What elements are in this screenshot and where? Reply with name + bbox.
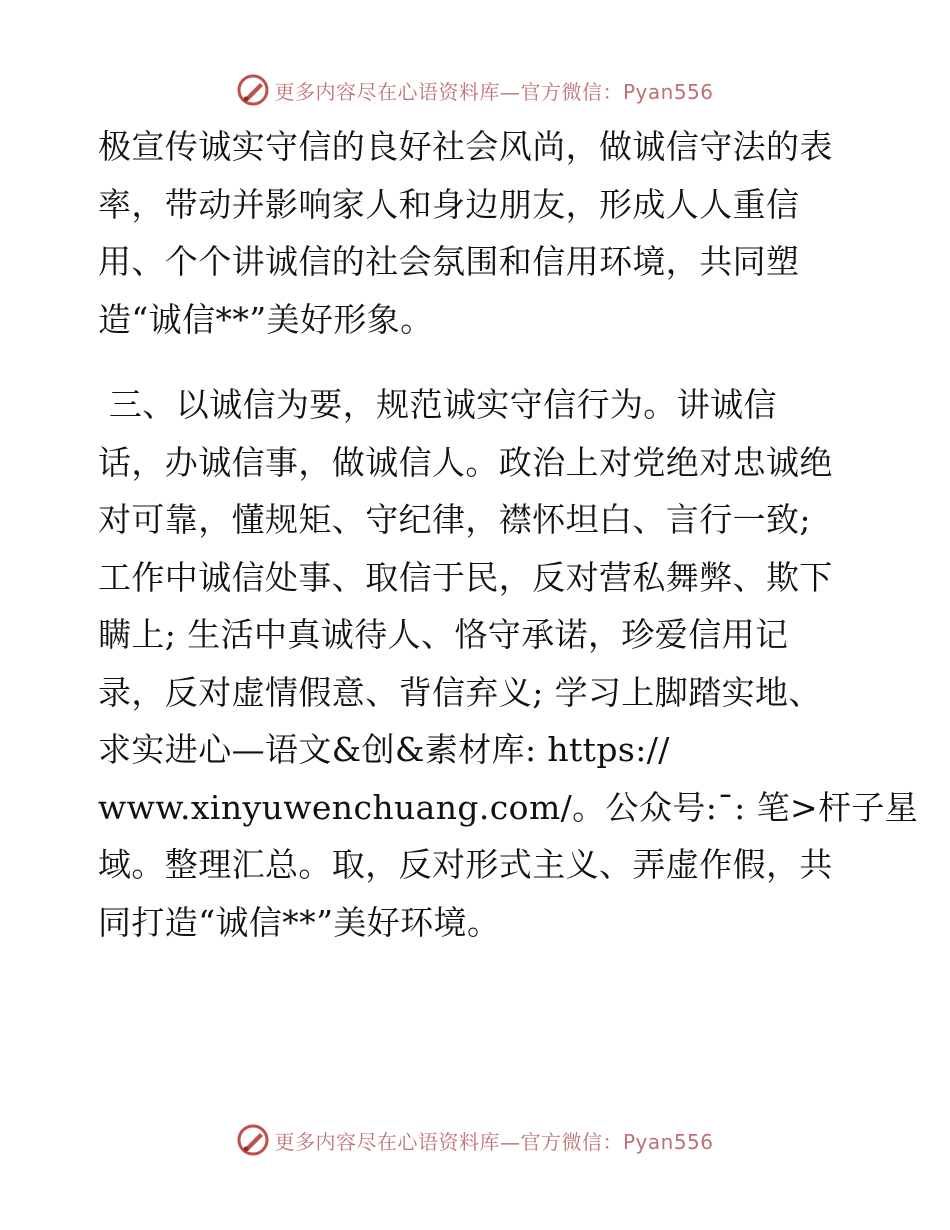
pen-seal-icon [236, 73, 270, 107]
text-line: 瞒上; 生活中真诚待人、恪守承诺，珍爱信用记 [98, 615, 789, 654]
header-wechat-id: Pyan556 [622, 79, 714, 104]
pen-seal-icon [236, 1123, 270, 1157]
footer-wechat-id: Pyan556 [622, 1129, 714, 1154]
footer-slogan: 更多内容尽在心语资料库 [274, 1129, 500, 1154]
document-body [98, 118, 919, 951]
text-line: 造“诚信**”美好形象。 [98, 299, 434, 339]
text-line: www.xinyuwenchuang.com/。公众号:¯: 笔>杆子星 [98, 787, 919, 827]
paragraph-1 [98, 118, 858, 348]
text-line: 求实进心—语文&创&素材库: https:// [98, 730, 670, 769]
footer-banner [0, 1120, 950, 1160]
text-line: 对可靠，懂规矩、守纪律，襟怀坦白、言行一致; [98, 500, 811, 539]
text-line: 工作中诚信处事、取信于民，反对营私舞弊、欺下 [98, 557, 833, 597]
header-slogan-line [274, 76, 713, 105]
text-line: 域。整理汇总。取，反对形式主义、弄虚作假，共 [98, 845, 833, 884]
footer-separator: — [499, 1129, 521, 1154]
footer-slogan-line [274, 1126, 713, 1155]
header-banner [0, 70, 950, 110]
text-line: 极宣传诚实守信的良好社会风尚，做诚信守法的表 [98, 127, 833, 166]
header-slogan: 更多内容尽在心语资料库 [274, 79, 500, 104]
text-line: 三、以诚信为要，规范诚实守信行为。讲诚信 [98, 385, 777, 424]
text-line: 用、个个讲诚信的社会氛围和信用环境，共同塑 [98, 242, 800, 281]
text-line: 同打造“诚信**”美好环境。 [98, 902, 501, 942]
text-line: 率，带动并影响家人和身边朋友，形成人人重信 [98, 184, 800, 224]
header-wechat-label: 官方微信： [520, 79, 623, 104]
text-line: 录，反对虚情假意、背信弃义; 学习上脚踏实地、 [98, 672, 822, 712]
text-line: 话，办诚信事，做诚信人。政治上对党绝对忠诚绝 [98, 442, 833, 482]
paragraph-2 [98, 376, 919, 951]
footer-wechat-label: 官方微信： [520, 1129, 623, 1154]
header-separator: — [499, 79, 521, 104]
